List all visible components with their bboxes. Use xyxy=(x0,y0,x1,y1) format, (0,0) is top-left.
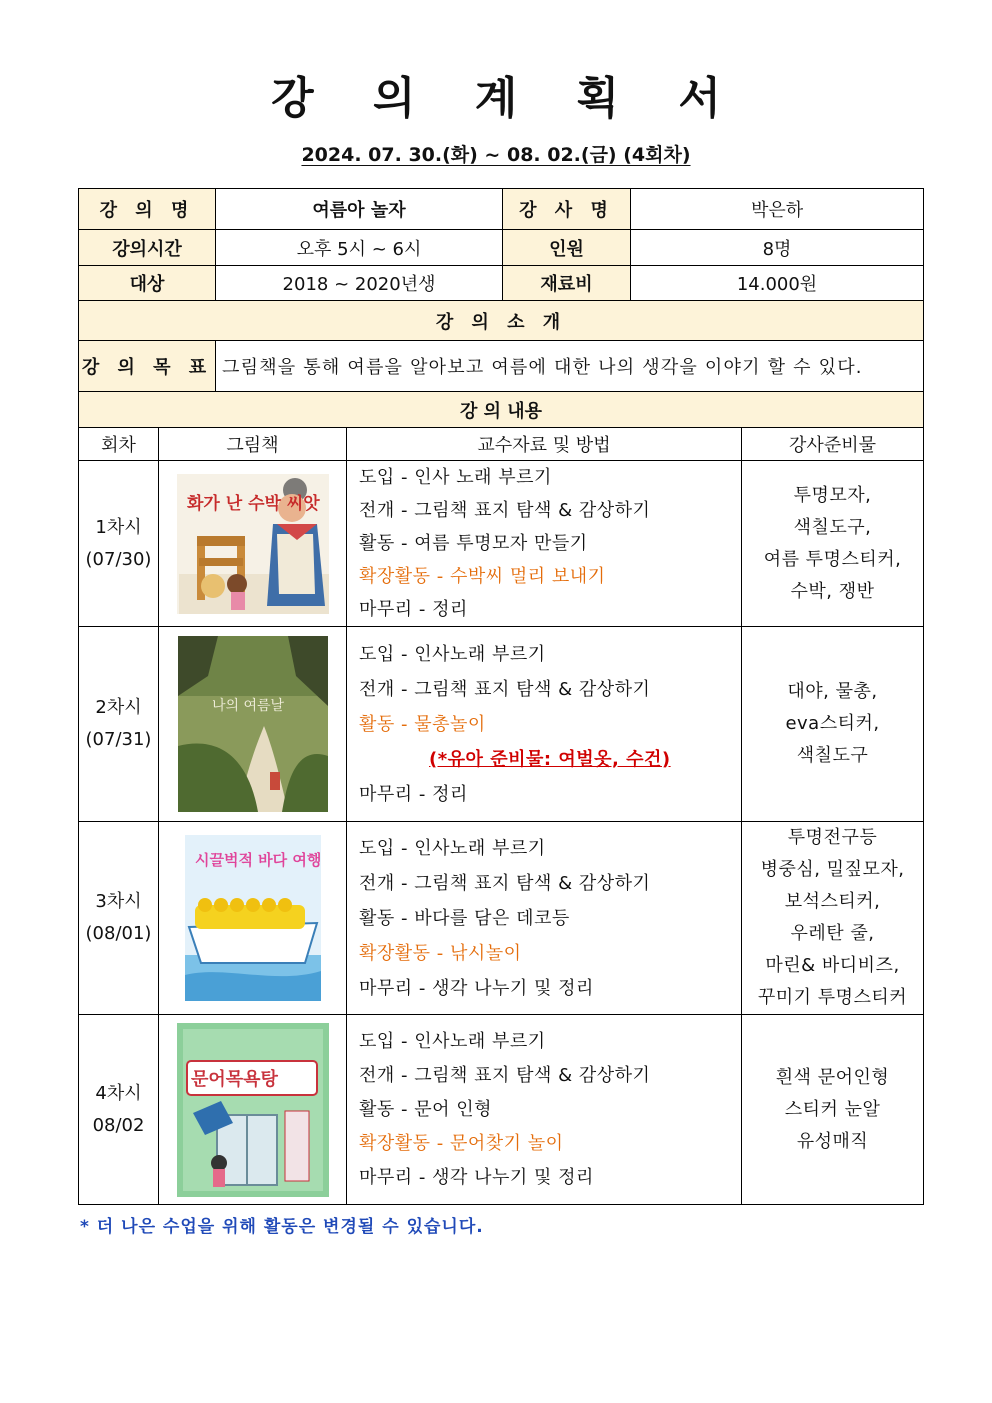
method-line: 마무리 - 정리 xyxy=(359,599,468,620)
methods-cell xyxy=(347,822,742,1015)
table-row xyxy=(79,1015,924,1205)
prep-item: 스티커 눈알 xyxy=(784,1098,881,1120)
prep-item: 대야, 물총, xyxy=(787,681,878,702)
session-label: 2차시 xyxy=(95,697,142,718)
methods-cell xyxy=(347,627,742,822)
method-line-highlight: 활동 - 물총놀이 xyxy=(359,713,486,735)
prep-item: 투명전구등 xyxy=(787,827,878,848)
method-line-highlight: 확장활동 - 문어찾기 놀이 xyxy=(359,1132,564,1154)
table-row xyxy=(79,461,924,627)
method-line: 도입 - 인사 노래 부르기 xyxy=(359,467,552,488)
method-line: 도입 - 인사노래 부르기 xyxy=(359,643,546,665)
method-line: 활동 - 바다를 담은 데코등 xyxy=(359,907,570,929)
book-title-text: 화가 난 수박 씨앗 xyxy=(186,493,320,514)
fee-value: 14.000원 xyxy=(631,266,924,301)
goal-label: 강 의 목 표 xyxy=(79,341,216,392)
time-value: 오후 5시 ~ 6시 xyxy=(216,230,503,266)
methods-cell xyxy=(347,461,742,627)
method-line: 도입 - 인사노래 부르기 xyxy=(359,837,546,859)
book-cover-cell xyxy=(159,461,347,627)
book-cover-image xyxy=(177,1023,329,1197)
session-label: 3차시 xyxy=(95,891,142,912)
prep-item: 색칠도구 xyxy=(796,745,869,766)
book-cover-image xyxy=(178,636,328,812)
intro-section-title: 강 의 소 개 xyxy=(79,301,924,341)
time-label: 강의시간 xyxy=(79,230,216,266)
prep-cell xyxy=(742,822,924,1015)
prep-item: 우레탄 줄, xyxy=(790,923,875,944)
prep-item: 보석스티커, xyxy=(784,891,881,912)
prep-item: 수박, 쟁반 xyxy=(790,580,875,602)
method-line-highlight: 확장활동 - 수박씨 멀리 보내기 xyxy=(359,566,606,587)
target-label: 대상 xyxy=(79,266,216,301)
prep-item: 마린& 바디비즈, xyxy=(765,955,900,976)
book-cover-cell xyxy=(159,1015,347,1205)
col-header-method: 교수자료 및 방법 xyxy=(347,428,742,461)
book-cover-image xyxy=(185,835,321,1001)
table-row xyxy=(79,822,924,1015)
prep-item: 여름 투명스티커, xyxy=(763,548,902,570)
method-line: 활동 - 여름 투명모자 만들기 xyxy=(359,533,588,554)
session-date: (07/31) xyxy=(85,729,152,750)
method-line: 마무리 - 정리 xyxy=(359,783,468,805)
headcount-label: 인원 xyxy=(503,230,631,266)
session-date: 08/02 xyxy=(92,1114,145,1136)
col-header-book: 그림책 xyxy=(159,428,347,461)
method-line-highlight: 확장활동 - 낚시놀이 xyxy=(359,942,522,964)
method-line: 전개 - 그림책 표지 탐색 & 감상하기 xyxy=(359,1064,651,1086)
book-cover-cell xyxy=(159,822,347,1015)
method-line-note: (*유아 준비물: 여벌옷, 수건) xyxy=(429,748,671,770)
course-name-value: 여름아 놀자 xyxy=(216,189,503,230)
session-date: (08/01) xyxy=(85,923,152,944)
page-title: 강 의 계 획 서 xyxy=(271,73,743,124)
method-line: 활동 - 문어 인형 xyxy=(359,1098,493,1120)
method-line: 마무리 - 생각 나누기 및 정리 xyxy=(359,977,594,999)
method-line: 전개 - 그림책 표지 탐색 & 감상하기 xyxy=(359,500,651,521)
methods-cell xyxy=(347,1015,742,1205)
plan-table xyxy=(78,188,924,1205)
footnote: * 더 나은 수업을 위해 활동은 변경될 수 있습니다. xyxy=(80,1217,484,1237)
period-text: 2024. 07. 30.(화) ~ 08. 02.(금) (4회차) xyxy=(301,144,691,166)
session-cell xyxy=(79,627,159,822)
prep-item: 투명모자, xyxy=(793,484,872,506)
session-label: 4차시 xyxy=(95,1082,142,1104)
book-title-text: 나의 여름날 xyxy=(211,698,284,714)
target-value: 2018 ~ 2020년생 xyxy=(216,266,503,301)
book-cover-cell xyxy=(159,627,347,822)
table-row xyxy=(79,627,924,822)
content-section-title: 강 의 내용 xyxy=(79,392,924,428)
prep-item: eva스티커, xyxy=(785,713,880,734)
session-label: 1차시 xyxy=(95,516,142,538)
instructor-label: 강 사 명 xyxy=(503,189,631,230)
session-date: (07/30) xyxy=(85,548,152,570)
session-cell xyxy=(79,1015,159,1205)
method-line: 마무리 - 생각 나누기 및 정리 xyxy=(359,1166,594,1188)
book-title-text: 시끌벅적 바다 여행 xyxy=(194,851,321,869)
session-cell xyxy=(79,461,159,627)
period xyxy=(0,140,992,167)
goal-text: 그림책을 통해 여름을 알아보고 여름에 대한 나의 생각을 이야기 할 수 있다. xyxy=(216,341,924,392)
instructor-value: 박은하 xyxy=(631,189,924,230)
method-line: 전개 - 그림책 표지 탐색 & 감상하기 xyxy=(359,872,651,894)
headcount-value: 8명 xyxy=(631,230,924,266)
prep-cell xyxy=(742,461,924,627)
method-line: 전개 - 그림책 표지 탐색 & 감상하기 xyxy=(359,678,651,700)
book-title-text: 문어목욕탕 xyxy=(190,1068,278,1090)
course-name-label: 강 의 명 xyxy=(79,189,216,230)
fee-label: 재료비 xyxy=(503,266,631,301)
col-header-prep: 강사준비물 xyxy=(742,428,924,461)
prep-item: 흰색 문어인형 xyxy=(775,1066,890,1088)
book-cover-image xyxy=(177,474,329,614)
prep-item: 색칠도구, xyxy=(793,516,872,538)
session-cell xyxy=(79,822,159,1015)
prep-item: 유성매직 xyxy=(796,1130,869,1152)
prep-item: 병중심, 밀짚모자, xyxy=(760,859,905,880)
prep-cell xyxy=(742,1015,924,1205)
prep-cell xyxy=(742,627,924,822)
col-header-session: 회차 xyxy=(79,428,159,461)
prep-item: 꾸미기 투명스티커 xyxy=(757,987,908,1008)
method-line: 도입 - 인사노래 부르기 xyxy=(359,1030,546,1052)
